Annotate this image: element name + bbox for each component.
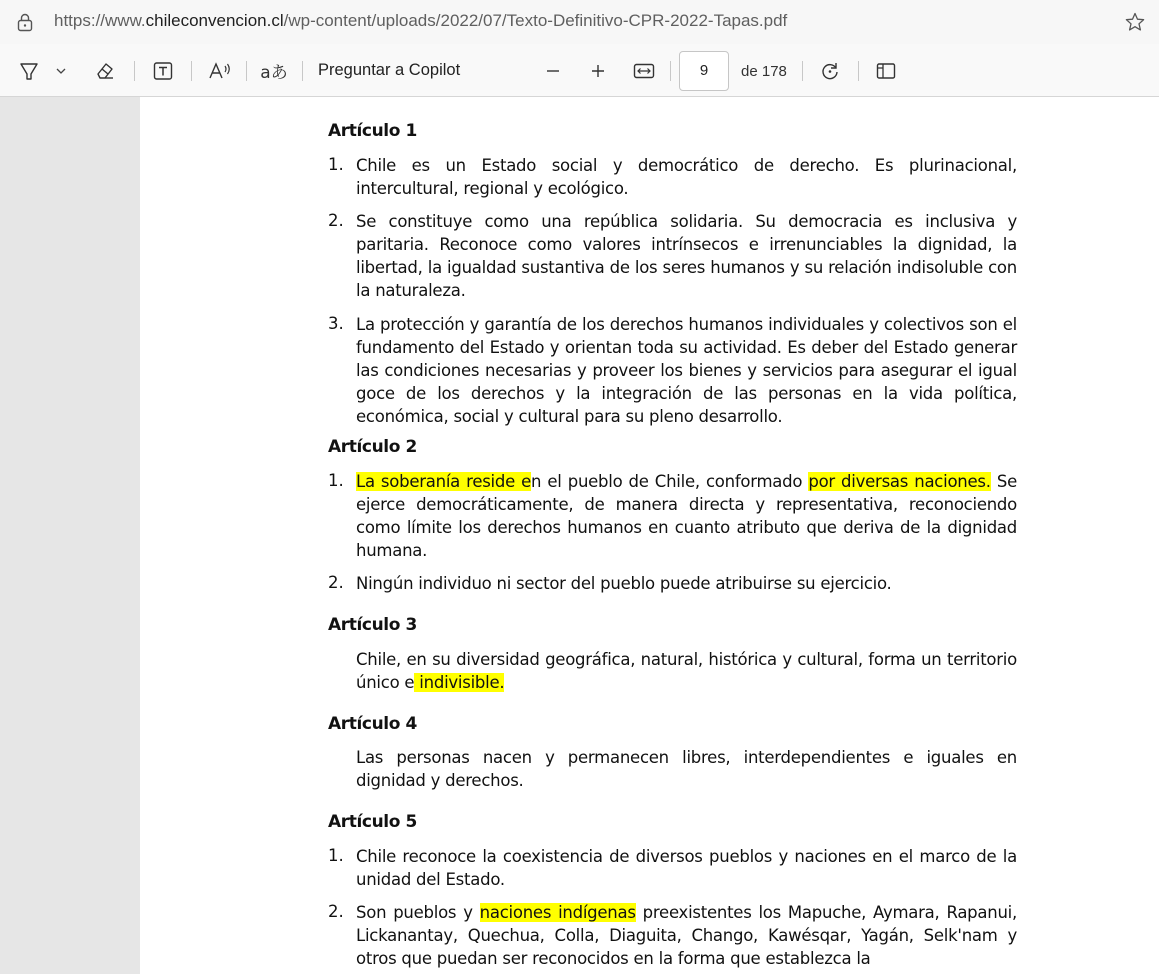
highlight-icon[interactable]: [14, 44, 44, 97]
pdf-page: [140, 97, 1159, 974]
fit-width-icon[interactable]: [630, 44, 658, 97]
text-span: Chile, en su diversidad geográfica, natural, histórica y cultural, forma un territorio único e: [356, 650, 1017, 692]
list-number: 2.: [328, 573, 344, 592]
list-item: Chile es un Estado social y democrático de derecho. Es plurinacional, intercultural, regional y ecológico.: [356, 156, 1017, 198]
paragraph: Las personas nacen y permanecen libres, interdependientes e iguales en dignidad y derechos.: [356, 748, 1017, 790]
list-item: Se constituye como una república solidaria. Su democracia es inclusiva y paritaria. Reconoce como valores intrínsecos e irrenunciables la dignidad, la libertad, la igualdad sustantiva de los seres humanos y su relación indisoluble con la naturaleza.: [356, 212, 1017, 300]
list-item: [356, 901, 1017, 970]
list-number: 2.: [328, 902, 344, 921]
list-number: 3.: [328, 314, 344, 333]
rotate-icon[interactable]: [816, 44, 844, 97]
toolbar-divider: [134, 61, 135, 81]
toolbar-divider: [858, 61, 859, 81]
text-span: Son pueblos y: [356, 903, 480, 922]
list-item: Ningún individuo ni sector del pueblo puede atribuirse su ejercicio.: [356, 574, 892, 593]
article-title: Artículo 5: [328, 812, 417, 832]
highlighted-text[interactable]: indivisible.: [414, 673, 505, 692]
zoom-out-icon[interactable]: [540, 44, 566, 97]
list-number: 1.: [328, 471, 344, 490]
url-prefix: https://www.: [54, 11, 146, 30]
lock-icon[interactable]: [16, 12, 34, 32]
read-aloud-icon[interactable]: [204, 44, 236, 97]
url-text[interactable]: [54, 11, 787, 31]
page-total: de 178: [741, 63, 787, 80]
chevron-down-icon[interactable]: [52, 44, 70, 97]
article-title: Artículo 3: [328, 615, 417, 635]
eraser-icon[interactable]: [90, 44, 120, 97]
text-span: n el pueblo de Chile, conformado: [531, 472, 809, 491]
toolbar-divider: [246, 61, 247, 81]
list-number: 2.: [328, 211, 344, 230]
highlighted-text[interactable]: La soberanía reside e: [356, 472, 532, 491]
list-number: 1.: [328, 846, 344, 865]
toolbar-divider: [802, 61, 803, 81]
text-box-icon[interactable]: [148, 44, 178, 97]
zoom-in-icon[interactable]: [585, 44, 611, 97]
article-title: Artículo 1: [328, 121, 417, 141]
page-number-input[interactable]: 9: [679, 51, 729, 91]
toolbar-divider: [191, 61, 192, 81]
list-number: 1.: [328, 155, 344, 174]
ask-copilot-button[interactable]: Preguntar a Copilot: [318, 61, 461, 79]
highlighted-text[interactable]: por diversas naciones.: [808, 472, 991, 491]
article-title: Artículo 4: [328, 714, 417, 734]
list-item: [356, 470, 1017, 562]
toolbar-divider: [670, 61, 671, 81]
toolbar-divider: [302, 61, 303, 81]
address-bar[interactable]: [0, 0, 1159, 44]
url-host: chileconvencion.cl: [145, 11, 284, 30]
paragraph: [356, 648, 1017, 694]
text-span: Se ejerce democráticamente, de manera directa y representativa, reconociendo como límite los derechos humanos en cuanto atributo que deriva de la dignidad humana.: [356, 472, 1018, 560]
article-title: Artículo 2: [328, 437, 417, 457]
favorite-star-icon[interactable]: [1124, 11, 1146, 33]
list-item: La protección y garantía de los derechos humanos individuales y colectivos son el fundamento del Estado y orientan toda su actividad. Es deber del Estado generar las condiciones necesarias y proveer los bienes y servicios para asegurar el igual goce de los derechos y la integración de las personas en la vida política, económica, social y cultural para su pleno desarrollo.: [356, 315, 1017, 426]
text-span: preexistentes los Mapuche, Aymara, Rapanui, Lickanantay, Quechua, Colla, Diaguita, Chango, Kawésqar, Yagán, Selk'nam y otros que puedan ser reconocidos en la forma que establezca la: [356, 903, 1018, 968]
highlighted-text[interactable]: naciones indígenas: [479, 903, 636, 922]
list-item: Chile reconoce la coexistencia de diversos pueblos y naciones en el marco de la unidad del Estado.: [356, 847, 1017, 889]
page-view-icon[interactable]: [872, 44, 900, 97]
pdf-toolbar: [0, 44, 1159, 97]
url-path: /wp-content/uploads/2022/07/Texto-Definitivo-CPR-2022-Tapas.pdf: [283, 11, 788, 30]
translate-icon[interactable]: aあ: [260, 63, 288, 83]
